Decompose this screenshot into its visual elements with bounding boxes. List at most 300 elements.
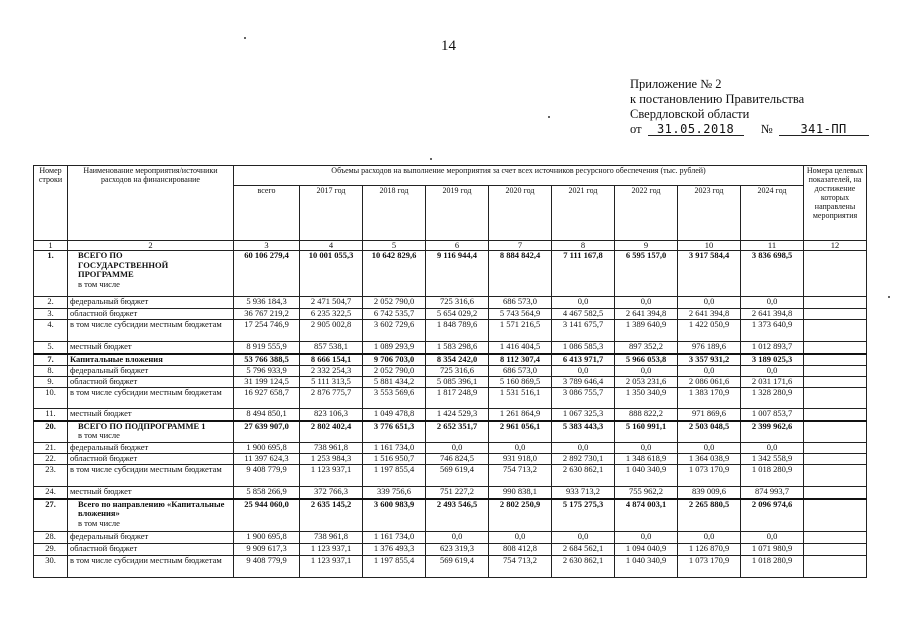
year-value: 0,0	[678, 443, 741, 454]
year-value: 1 049 478,8	[363, 409, 426, 421]
target-indicators-cell	[804, 354, 867, 366]
year-value: 751 227,2	[426, 487, 489, 499]
target-indicators-cell	[804, 421, 867, 443]
year-value: 1 350 340,9	[615, 388, 678, 409]
row-name: Капитальные вложения	[70, 353, 163, 364]
year-value: 2 052 790,0	[363, 366, 426, 377]
year-value: 1 123 937,1	[300, 465, 363, 487]
row-name: в том числе субсидии местным бюджетам	[70, 319, 222, 329]
year-value: 1 376 493,3	[363, 544, 426, 556]
table-row	[34, 465, 867, 487]
row-name: областной бюджет	[70, 376, 138, 386]
year-value: 2 635 145,2	[300, 499, 363, 532]
year-value: 976 189,6	[678, 342, 741, 354]
row-name: местный бюджет	[70, 486, 132, 496]
year-value: 0,0	[552, 366, 615, 377]
total-value: 9 408 779,9	[234, 465, 300, 487]
year-value: 2 053 231,6	[615, 377, 678, 388]
row-number: 4.	[34, 320, 68, 342]
year-value: 738 961,8	[300, 532, 363, 544]
year-value: 1 089 293,9	[363, 342, 426, 354]
table-row	[34, 342, 867, 354]
year-value: 6 413 971,7	[552, 354, 615, 366]
row-number: 3.	[34, 309, 68, 320]
year-value: 2 265 880,5	[678, 499, 741, 532]
row-name-cell	[68, 544, 234, 556]
table-row	[34, 320, 867, 342]
row-number: 2.	[34, 297, 68, 309]
year-value: 2 086 061,6	[678, 377, 741, 388]
year-value: 990 838,1	[489, 487, 552, 499]
header-year: 2021 год	[552, 186, 615, 241]
year-value: 3 776 651,3	[363, 421, 426, 443]
year-value: 1 126 870,9	[678, 544, 741, 556]
row-name: областной бюджет	[70, 308, 138, 318]
year-value: 1 067 325,3	[552, 409, 615, 421]
year-value: 2 399 962,6	[741, 421, 804, 443]
total-value: 5 936 184,3	[234, 297, 300, 309]
column-index-row	[34, 241, 867, 251]
header-year: 2024 год	[741, 186, 804, 241]
year-value: 339 756,6	[363, 487, 426, 499]
year-value: 1 261 864,9	[489, 409, 552, 421]
year-value: 2 641 394,8	[678, 309, 741, 320]
target-indicators-cell	[804, 544, 867, 556]
year-value: 9 116 944,4	[426, 251, 489, 297]
target-indicators-cell	[804, 388, 867, 409]
row-number: 28.	[34, 532, 68, 544]
year-value: 8 112 307,4	[489, 354, 552, 366]
row-name-cell	[68, 532, 234, 544]
year-value: 1 424 529,3	[426, 409, 489, 421]
row-subtitle: в том числе	[78, 278, 120, 289]
table-row	[34, 309, 867, 320]
year-value: 6 742 535,7	[363, 309, 426, 320]
row-number: 22.	[34, 454, 68, 465]
year-value: 372 766,3	[300, 487, 363, 499]
table-row	[34, 544, 867, 556]
year-value: 738 961,8	[300, 443, 363, 454]
total-value: 25 944 060,0	[234, 499, 300, 532]
year-value: 1 197 855,4	[363, 465, 426, 487]
year-value: 1 073 170,9	[678, 465, 741, 487]
year-value: 0,0	[678, 297, 741, 309]
year-value: 1 253 984,3	[300, 454, 363, 465]
year-value: 1 416 404,5	[489, 342, 552, 354]
target-indicators-cell	[804, 309, 867, 320]
total-value: 8 494 850,1	[234, 409, 300, 421]
row-name: ВСЕГО ПО ГОСУДАРСТВЕННОЙ ПРОГРАММЕ	[78, 250, 169, 279]
year-value: 623 319,3	[426, 544, 489, 556]
row-name-cell	[68, 354, 234, 366]
year-value: 2 802 250,9	[489, 499, 552, 532]
year-value: 897 352,2	[615, 342, 678, 354]
row-name: в том числе субсидии местным бюджетам	[70, 464, 222, 474]
target-indicators-cell	[804, 487, 867, 499]
row-name: Всего по направлению «Капитальные вложения»	[78, 498, 225, 518]
target-indicators-cell	[804, 342, 867, 354]
row-name-cell	[68, 309, 234, 320]
table-row	[34, 556, 867, 578]
row-number: 29.	[34, 544, 68, 556]
appendix-decree: к постановлению Правительства	[630, 92, 805, 106]
year-value: 2 630 862,1	[552, 556, 615, 578]
column-index: 8	[552, 241, 615, 251]
year-value: 933 713,2	[552, 487, 615, 499]
row-name-cell	[68, 409, 234, 421]
year-value: 2 892 730,1	[552, 454, 615, 465]
row-name: в том числе субсидии местным бюджетам	[70, 387, 222, 397]
target-indicators-cell	[804, 297, 867, 309]
year-value: 1 516 950,7	[363, 454, 426, 465]
year-value: 1 383 170,9	[678, 388, 741, 409]
year-value: 9 706 703,0	[363, 354, 426, 366]
year-value: 0,0	[615, 297, 678, 309]
year-value: 3 836 698,5	[741, 251, 804, 297]
year-value: 4 467 582,5	[552, 309, 615, 320]
appendix-block	[630, 77, 869, 137]
year-value: 2 684 562,1	[552, 544, 615, 556]
row-number: 8.	[34, 366, 68, 377]
target-indicators-cell	[804, 499, 867, 532]
year-value: 0,0	[741, 443, 804, 454]
row-name-cell	[68, 465, 234, 487]
year-value: 1 012 893,7	[741, 342, 804, 354]
year-value: 3 141 675,7	[552, 320, 615, 342]
year-value: 3 189 025,3	[741, 354, 804, 366]
target-indicators-cell	[804, 377, 867, 388]
page-number: 14	[441, 38, 456, 54]
table-row	[34, 487, 867, 499]
year-value: 5 654 029,2	[426, 309, 489, 320]
row-name: федеральный бюджет	[70, 531, 149, 541]
year-value: 1 123 937,1	[300, 556, 363, 578]
year-value: 8 884 842,4	[489, 251, 552, 297]
row-number: 23.	[34, 465, 68, 487]
year-value: 8 666 154,1	[300, 354, 363, 366]
header-name: Наименование мероприятия/источники расходов на финансирование	[68, 166, 234, 241]
row-name-cell	[68, 366, 234, 377]
total-value: 31 199 124,5	[234, 377, 300, 388]
appendix-title: Приложение № 2	[630, 77, 722, 91]
header-year: 2020 год	[489, 186, 552, 241]
header-year: 2022 год	[615, 186, 678, 241]
total-value: 60 106 279,4	[234, 251, 300, 297]
total-value: 5 796 933,9	[234, 366, 300, 377]
year-value: 1 848 789,6	[426, 320, 489, 342]
target-indicators-cell	[804, 532, 867, 544]
year-value: 2 905 002,8	[300, 320, 363, 342]
year-value: 1 583 298,6	[426, 342, 489, 354]
row-number: 30.	[34, 556, 68, 578]
year-value: 2 876 775,7	[300, 388, 363, 409]
year-value: 1 018 280,9	[741, 556, 804, 578]
year-value: 5 966 053,8	[615, 354, 678, 366]
year-value: 2 052 790,0	[363, 297, 426, 309]
year-value: 0,0	[489, 532, 552, 544]
year-value: 2 096 974,6	[741, 499, 804, 532]
year-value: 2 641 394,8	[741, 309, 804, 320]
year-value: 1 422 050,9	[678, 320, 741, 342]
table-row	[34, 454, 867, 465]
expenses-table	[33, 165, 867, 578]
year-value: 5 111 313,5	[300, 377, 363, 388]
row-number: 5.	[34, 342, 68, 354]
year-value: 3 917 584,4	[678, 251, 741, 297]
target-indicators-cell	[804, 251, 867, 297]
number-prefix: №	[760, 122, 773, 136]
column-index: 7	[489, 241, 552, 251]
year-value: 0,0	[552, 297, 615, 309]
year-value: 1 161 734,0	[363, 443, 426, 454]
decree-number: 341-ПП	[779, 123, 869, 136]
row-name-cell	[68, 421, 234, 443]
row-name: местный бюджет	[70, 408, 132, 418]
year-value: 6 595 157,0	[615, 251, 678, 297]
decree-date: 31.05.2018	[648, 123, 744, 136]
total-value: 27 639 907,0	[234, 421, 300, 443]
year-value: 5 881 434,2	[363, 377, 426, 388]
year-value: 686 573,0	[489, 297, 552, 309]
row-name: областной бюджет	[70, 543, 138, 553]
header-targets: Номера целевых показателей, на достижение которых направлены мероприятия	[804, 166, 867, 241]
total-value: 17 254 746,9	[234, 320, 300, 342]
year-value: 1 094 040,9	[615, 544, 678, 556]
year-value: 686 573,0	[489, 366, 552, 377]
year-value: 3 789 646,4	[552, 377, 615, 388]
header-year: 2019 год	[426, 186, 489, 241]
target-indicators-cell	[804, 454, 867, 465]
year-value: 1 364 038,9	[678, 454, 741, 465]
row-number: 9.	[34, 377, 68, 388]
row-name: федеральный бюджет	[70, 442, 149, 452]
appendix-region: Свердловской области	[630, 107, 750, 121]
row-number: 21.	[34, 443, 68, 454]
year-value: 931 918,0	[489, 454, 552, 465]
column-index: 3	[234, 241, 300, 251]
year-value: 0,0	[426, 443, 489, 454]
year-value: 823 106,3	[300, 409, 363, 421]
row-name-cell	[68, 443, 234, 454]
table-row	[34, 251, 867, 297]
year-value: 4 874 003,1	[615, 499, 678, 532]
header-row-no: Номер строки	[34, 166, 68, 241]
row-number: 1.	[34, 251, 68, 297]
row-name: ВСЕГО ПО ПОДПРОГРАММЕ 1	[78, 420, 206, 431]
target-indicators-cell	[804, 366, 867, 377]
year-value: 874 993,7	[741, 487, 804, 499]
scan-speck	[430, 158, 432, 160]
year-value: 725 316,6	[426, 366, 489, 377]
year-value: 808 412,8	[489, 544, 552, 556]
column-index: 6	[426, 241, 489, 251]
row-name-cell	[68, 377, 234, 388]
column-index: 2	[68, 241, 234, 251]
year-value: 6 235 322,5	[300, 309, 363, 320]
year-value: 0,0	[552, 443, 615, 454]
year-value: 2 641 394,8	[615, 309, 678, 320]
year-value: 1 040 340,9	[615, 556, 678, 578]
year-value: 0,0	[678, 532, 741, 544]
year-value: 5 160 991,1	[615, 421, 678, 443]
table-row	[34, 297, 867, 309]
year-value: 3 357 931,2	[678, 354, 741, 366]
year-value: 1 018 280,9	[741, 465, 804, 487]
year-value: 857 538,1	[300, 342, 363, 354]
year-value: 8 354 242,0	[426, 354, 489, 366]
year-value: 3 602 729,6	[363, 320, 426, 342]
row-number: 27.	[34, 499, 68, 532]
table-row	[34, 388, 867, 409]
year-value: 2 802 402,4	[300, 421, 363, 443]
target-indicators-cell	[804, 443, 867, 454]
scan-speck	[548, 116, 550, 118]
row-name-cell	[68, 454, 234, 465]
year-value: 1 817 248,9	[426, 388, 489, 409]
year-value: 1 071 980,9	[741, 544, 804, 556]
year-value: 3 553 569,6	[363, 388, 426, 409]
table-row	[34, 421, 867, 443]
header-year: 2017 год	[300, 186, 363, 241]
target-indicators-cell	[804, 465, 867, 487]
year-value: 839 009,6	[678, 487, 741, 499]
row-name: местный бюджет	[70, 341, 132, 351]
year-value: 2 652 351,7	[426, 421, 489, 443]
year-value: 971 869,6	[678, 409, 741, 421]
year-value: 1 197 855,4	[363, 556, 426, 578]
year-value: 1 348 618,9	[615, 454, 678, 465]
year-value: 2 332 254,3	[300, 366, 363, 377]
year-value: 0,0	[615, 443, 678, 454]
year-value: 1 531 516,1	[489, 388, 552, 409]
total-value: 36 767 219,2	[234, 309, 300, 320]
row-number: 7.	[34, 354, 68, 366]
year-value: 2 503 048,5	[678, 421, 741, 443]
total-value: 9 909 617,3	[234, 544, 300, 556]
year-value: 0,0	[741, 297, 804, 309]
table-row	[34, 366, 867, 377]
year-value: 1 007 853,7	[741, 409, 804, 421]
year-value: 2 961 056,1	[489, 421, 552, 443]
year-value: 1 123 937,1	[300, 544, 363, 556]
year-value: 0,0	[615, 532, 678, 544]
row-name-cell	[68, 342, 234, 354]
total-value: 8 919 555,9	[234, 342, 300, 354]
year-value: 2 031 171,6	[741, 377, 804, 388]
year-value: 2 630 862,1	[552, 465, 615, 487]
total-value: 9 408 779,9	[234, 556, 300, 578]
column-index: 11	[741, 241, 804, 251]
year-value: 755 962,2	[615, 487, 678, 499]
total-value: 5 858 266,9	[234, 487, 300, 499]
year-value: 569 619,4	[426, 465, 489, 487]
column-index: 9	[615, 241, 678, 251]
year-value: 754 713,2	[489, 465, 552, 487]
total-value: 1 900 695,8	[234, 443, 300, 454]
year-value: 725 316,6	[426, 297, 489, 309]
year-value: 3 086 755,7	[552, 388, 615, 409]
year-value: 0,0	[615, 366, 678, 377]
total-value: 11 397 624,3	[234, 454, 300, 465]
row-name-cell	[68, 320, 234, 342]
year-value: 1 571 216,5	[489, 320, 552, 342]
row-name-cell	[68, 487, 234, 499]
year-value: 2 471 504,7	[300, 297, 363, 309]
row-name-cell	[68, 251, 234, 297]
year-value: 754 713,2	[489, 556, 552, 578]
column-index: 1	[34, 241, 68, 251]
column-index: 10	[678, 241, 741, 251]
year-value: 1 161 734,0	[363, 532, 426, 544]
row-name: федеральный бюджет	[70, 296, 149, 306]
year-value: 0,0	[552, 532, 615, 544]
year-value: 1 086 585,3	[552, 342, 615, 354]
year-value: 1 342 558,9	[741, 454, 804, 465]
year-value: 0,0	[741, 532, 804, 544]
table-row	[34, 377, 867, 388]
year-value: 10 642 829,6	[363, 251, 426, 297]
row-number: 11.	[34, 409, 68, 421]
row-subtitle: в том числе	[78, 517, 120, 528]
row-subtitle: в том числе	[78, 430, 120, 440]
year-value: 3 600 983,9	[363, 499, 426, 532]
header-volumes: Объемы расходов на выполнение мероприятия за счет всех источников ресурсного обеспечения (тыс. рублей)	[234, 166, 804, 186]
year-value: 5 383 443,3	[552, 421, 615, 443]
appendix-date-line	[630, 122, 869, 137]
row-name-cell	[68, 499, 234, 532]
row-number: 24.	[34, 487, 68, 499]
year-value: 1 328 280,9	[741, 388, 804, 409]
date-prefix: от	[630, 122, 642, 136]
year-value: 10 001 055,3	[300, 251, 363, 297]
column-index: 5	[363, 241, 426, 251]
target-indicators-cell	[804, 556, 867, 578]
year-value: 7 111 167,8	[552, 251, 615, 297]
table-row	[34, 443, 867, 454]
scan-speck	[244, 37, 246, 39]
year-value: 5 175 275,3	[552, 499, 615, 532]
year-value: 1 389 640,9	[615, 320, 678, 342]
year-value: 1 073 170,9	[678, 556, 741, 578]
year-value: 1 373 640,9	[741, 320, 804, 342]
table-row	[34, 532, 867, 544]
year-value: 569 619,4	[426, 556, 489, 578]
row-name: федеральный бюджет	[70, 365, 149, 375]
target-indicators-cell	[804, 320, 867, 342]
target-indicators-cell	[804, 409, 867, 421]
total-value: 1 900 695,8	[234, 532, 300, 544]
column-index: 12	[804, 241, 867, 251]
total-value: 53 766 388,5	[234, 354, 300, 366]
year-value: 0,0	[426, 532, 489, 544]
row-name: в том числе субсидии местным бюджетам	[70, 555, 222, 565]
total-value: 16 927 658,7	[234, 388, 300, 409]
year-value: 2 493 546,5	[426, 499, 489, 532]
row-name-cell	[68, 556, 234, 578]
row-name-cell	[68, 297, 234, 309]
year-value: 5 743 564,9	[489, 309, 552, 320]
year-value: 0,0	[678, 366, 741, 377]
year-value: 0,0	[489, 443, 552, 454]
scan-speck	[888, 296, 890, 298]
header-total: всего	[234, 186, 300, 241]
year-value: 888 822,2	[615, 409, 678, 421]
row-number: 20.	[34, 421, 68, 443]
table-row	[34, 409, 867, 421]
year-value: 5 085 396,1	[426, 377, 489, 388]
row-name: областной бюджет	[70, 453, 138, 463]
year-value: 5 160 869,5	[489, 377, 552, 388]
